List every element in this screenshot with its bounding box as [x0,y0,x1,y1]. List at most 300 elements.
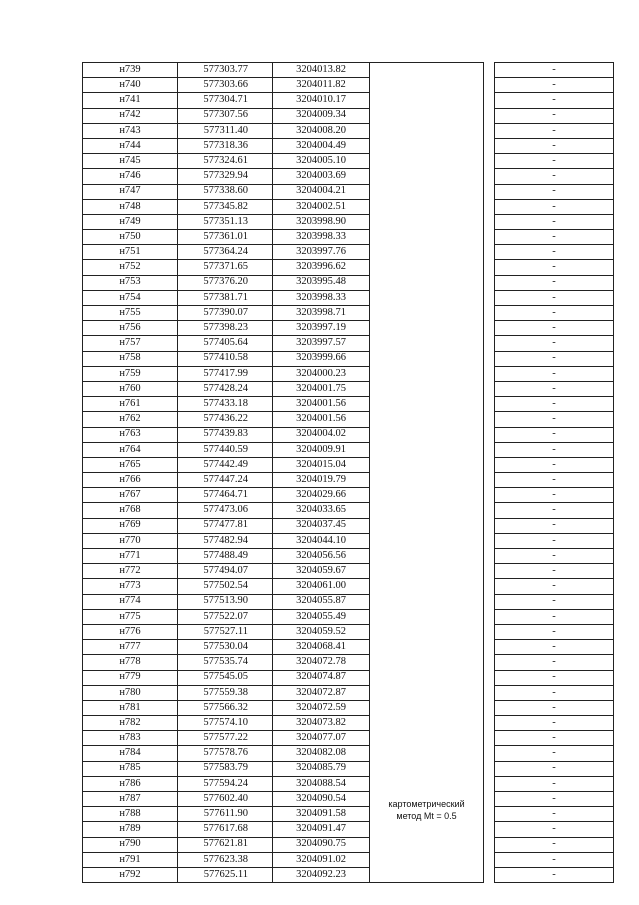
method-cell [370,260,484,275]
x-coordinate-cell: 577473.06 [178,503,273,518]
y-coordinate-cell: 3204001.75 [273,381,370,396]
column-gap [484,63,495,78]
method-cell [370,306,484,321]
table-row [83,93,614,108]
point-number-cell: н763 [83,427,178,442]
method-note-line-2: метод Mt = 0.5 [396,811,457,821]
column-gap [484,366,495,381]
table-row [83,184,614,199]
column-gap [484,108,495,123]
column-gap [484,442,495,457]
method-cell [370,381,484,396]
point-number-cell: н778 [83,655,178,670]
x-coordinate-cell: 577545.05 [178,670,273,685]
table-row [83,290,614,305]
x-coordinate-cell: 577428.24 [178,381,273,396]
x-coordinate-cell: 577447.24 [178,473,273,488]
x-coordinate-cell: 577329.94 [178,169,273,184]
point-number-cell: н791 [83,852,178,867]
table-row [83,792,614,807]
table-row [83,442,614,457]
dash-cell: - [495,275,614,290]
x-coordinate-cell: 577477.81 [178,518,273,533]
method-cell [370,93,484,108]
dash-cell: - [495,93,614,108]
point-number-cell: н783 [83,731,178,746]
column-gap [484,716,495,731]
x-coordinate-cell: 577482.94 [178,533,273,548]
method-cell [370,154,484,169]
x-coordinate-cell: 577433.18 [178,397,273,412]
column-gap [484,306,495,321]
method-cell [370,685,484,700]
method-cell [370,336,484,351]
dash-cell: - [495,594,614,609]
dash-cell: - [495,412,614,427]
x-coordinate-cell: 577381.71 [178,290,273,305]
point-number-cell: н780 [83,685,178,700]
table-row [83,351,614,366]
y-coordinate-cell: 3204061.00 [273,579,370,594]
point-number-cell: н746 [83,169,178,184]
point-number-cell: н757 [83,336,178,351]
column-gap [484,184,495,199]
x-coordinate-cell: 577303.77 [178,63,273,78]
table-row [83,473,614,488]
x-coordinate-cell: 577488.49 [178,549,273,564]
dash-cell: - [495,640,614,655]
table-row [83,169,614,184]
table-row [83,457,614,472]
x-coordinate-cell: 577307.56 [178,108,273,123]
method-cell [370,63,484,78]
table-row [83,731,614,746]
point-number-cell: н777 [83,640,178,655]
point-number-cell: н782 [83,716,178,731]
point-number-cell: н785 [83,761,178,776]
column-gap [484,351,495,366]
dash-cell: - [495,624,614,639]
dash-cell: - [495,564,614,579]
dash-cell: - [495,245,614,260]
y-coordinate-cell: 3203999.66 [273,351,370,366]
y-coordinate-cell: 3204072.87 [273,685,370,700]
y-coordinate-cell: 3204033.65 [273,503,370,518]
table-row [83,503,614,518]
point-number-cell: н787 [83,792,178,807]
table-row [83,867,614,882]
point-number-cell: н758 [83,351,178,366]
table-row [83,154,614,169]
x-coordinate-cell: 577623.38 [178,852,273,867]
y-coordinate-cell: 3204002.51 [273,199,370,214]
column-gap [484,290,495,305]
column-gap [484,655,495,670]
table-row [83,685,614,700]
column-gap [484,594,495,609]
x-coordinate-cell: 577398.23 [178,321,273,336]
point-number-cell: н748 [83,199,178,214]
method-cell [370,78,484,93]
x-coordinate-cell: 577417.99 [178,366,273,381]
y-coordinate-cell: 3204068.41 [273,640,370,655]
column-gap [484,533,495,548]
point-number-cell: н743 [83,123,178,138]
y-coordinate-cell: 3204056.56 [273,549,370,564]
coordinates-table-body [83,63,614,883]
method-cell [370,549,484,564]
table-row [83,260,614,275]
x-coordinate-cell: 577577.22 [178,731,273,746]
table-row [83,397,614,412]
x-coordinate-cell: 577304.71 [178,93,273,108]
y-coordinate-cell: 3204001.56 [273,412,370,427]
column-gap [484,518,495,533]
column-gap [484,230,495,245]
method-cell [370,640,484,655]
x-coordinate-cell: 577625.11 [178,867,273,882]
column-gap [484,731,495,746]
method-cell [370,108,484,123]
y-coordinate-cell: 3203998.71 [273,306,370,321]
point-number-cell: н789 [83,822,178,837]
dash-cell: - [495,700,614,715]
y-coordinate-cell: 3203995.48 [273,275,370,290]
dash-cell: - [495,867,614,882]
column-gap [484,138,495,153]
point-number-cell: н749 [83,214,178,229]
dash-cell: - [495,427,614,442]
dash-cell: - [495,260,614,275]
point-number-cell: н750 [83,230,178,245]
coordinates-table [82,62,614,883]
method-cell [370,275,484,290]
method-cell [370,412,484,427]
x-coordinate-cell: 577405.64 [178,336,273,351]
column-gap [484,624,495,639]
x-coordinate-cell: 577439.83 [178,427,273,442]
table-row [83,624,614,639]
table-row [83,412,614,427]
dash-cell: - [495,473,614,488]
table-row [83,579,614,594]
dash-cell: - [495,488,614,503]
dash-cell: - [495,351,614,366]
y-coordinate-cell: 3204085.79 [273,761,370,776]
dash-cell: - [495,381,614,396]
point-number-cell: н775 [83,609,178,624]
x-coordinate-cell: 577602.40 [178,792,273,807]
method-cell [370,564,484,579]
y-coordinate-cell: 3204004.21 [273,184,370,199]
x-coordinate-cell: 577559.38 [178,685,273,700]
dash-cell: - [495,169,614,184]
y-coordinate-cell: 3204004.49 [273,138,370,153]
table-row [83,427,614,442]
method-cell [370,716,484,731]
y-coordinate-cell: 3204072.78 [273,655,370,670]
column-gap [484,245,495,260]
table-row [83,230,614,245]
method-cell [370,123,484,138]
y-coordinate-cell: 3204091.02 [273,852,370,867]
point-number-cell: н756 [83,321,178,336]
table-row [83,837,614,852]
dash-cell: - [495,731,614,746]
point-number-cell: н754 [83,290,178,305]
point-number-cell: н779 [83,670,178,685]
column-gap [484,822,495,837]
y-coordinate-cell: 3204059.52 [273,624,370,639]
point-number-cell: н773 [83,579,178,594]
y-coordinate-cell: 3204010.17 [273,93,370,108]
point-number-cell: н744 [83,138,178,153]
dash-cell: - [495,321,614,336]
point-number-cell: н762 [83,412,178,427]
column-gap [484,670,495,685]
table-row [83,761,614,776]
dash-cell: - [495,655,614,670]
column-gap [484,564,495,579]
y-coordinate-cell: 3203998.33 [273,290,370,305]
point-number-cell: н772 [83,564,178,579]
table-row [83,594,614,609]
table-row [83,78,614,93]
point-number-cell: н771 [83,549,178,564]
column-gap [484,336,495,351]
y-coordinate-cell: 3203997.76 [273,245,370,260]
y-coordinate-cell: 3204011.82 [273,78,370,93]
dash-cell: - [495,746,614,761]
column-gap [484,473,495,488]
dash-cell: - [495,78,614,93]
method-cell [370,397,484,412]
column-gap [484,685,495,700]
method-cell [370,867,484,882]
column-gap [484,275,495,290]
column-gap [484,214,495,229]
table-row [83,123,614,138]
table-row [83,366,614,381]
y-coordinate-cell: 3203998.90 [273,214,370,229]
point-number-cell: н766 [83,473,178,488]
method-cell [370,442,484,457]
x-coordinate-cell: 577535.74 [178,655,273,670]
y-coordinate-cell: 3203998.33 [273,230,370,245]
table-row [83,564,614,579]
dash-cell: - [495,366,614,381]
table-row [83,138,614,153]
dash-cell: - [495,807,614,822]
table-row [83,700,614,715]
point-number-cell: н786 [83,776,178,791]
x-coordinate-cell: 577527.11 [178,624,273,639]
method-cell [370,670,484,685]
point-number-cell: н769 [83,518,178,533]
y-coordinate-cell: 3203997.19 [273,321,370,336]
column-gap [484,549,495,564]
method-cell [370,624,484,639]
x-coordinate-cell: 577318.36 [178,138,273,153]
x-coordinate-cell: 577361.01 [178,230,273,245]
y-coordinate-cell: 3204074.87 [273,670,370,685]
table-row [83,852,614,867]
column-gap [484,78,495,93]
column-gap [484,807,495,822]
y-coordinate-cell: 3204000.23 [273,366,370,381]
table-row [83,549,614,564]
column-gap [484,837,495,852]
dash-cell: - [495,792,614,807]
method-cell [370,290,484,305]
x-coordinate-cell: 577345.82 [178,199,273,214]
method-cell [370,184,484,199]
column-gap [484,700,495,715]
dash-cell: - [495,670,614,685]
y-coordinate-cell: 3203997.57 [273,336,370,351]
dash-cell: - [495,549,614,564]
point-number-cell: н781 [83,700,178,715]
dash-cell: - [495,852,614,867]
column-gap [484,867,495,882]
dash-cell: - [495,518,614,533]
x-coordinate-cell: 577464.71 [178,488,273,503]
dash-cell: - [495,837,614,852]
dash-cell: - [495,761,614,776]
table-row [83,336,614,351]
y-coordinate-cell: 3204001.56 [273,397,370,412]
point-number-cell: н764 [83,442,178,457]
x-coordinate-cell: 577578.76 [178,746,273,761]
point-number-cell: н761 [83,397,178,412]
method-note-line-1: картометрический [388,799,465,809]
x-coordinate-cell: 577376.20 [178,275,273,290]
point-number-cell: н765 [83,457,178,472]
y-coordinate-cell: 3204059.67 [273,564,370,579]
table-row [83,214,614,229]
y-coordinate-cell: 3204009.34 [273,108,370,123]
method-cell [370,579,484,594]
dash-cell: - [495,533,614,548]
method-cell [370,852,484,867]
x-coordinate-cell: 577611.90 [178,807,273,822]
point-number-cell: н790 [83,837,178,852]
x-coordinate-cell: 577494.07 [178,564,273,579]
method-cell [370,503,484,518]
method-cell [370,609,484,624]
point-number-cell: н784 [83,746,178,761]
x-coordinate-cell: 577436.22 [178,412,273,427]
point-number-cell: н753 [83,275,178,290]
x-coordinate-cell: 577502.54 [178,579,273,594]
y-coordinate-cell: 3204092.23 [273,867,370,882]
dash-cell: - [495,716,614,731]
x-coordinate-cell: 577530.04 [178,640,273,655]
method-cell [370,655,484,670]
method-cell [370,776,484,791]
y-coordinate-cell: 3204019.79 [273,473,370,488]
x-coordinate-cell: 577574.10 [178,716,273,731]
x-coordinate-cell: 577390.07 [178,306,273,321]
column-gap [484,488,495,503]
point-number-cell: н760 [83,381,178,396]
y-coordinate-cell: 3204008.20 [273,123,370,138]
table-row [83,381,614,396]
y-coordinate-cell: 3204082.08 [273,746,370,761]
x-coordinate-cell: 577617.68 [178,822,273,837]
table-row [83,807,614,822]
y-coordinate-cell: 3204073.82 [273,716,370,731]
column-gap [484,154,495,169]
method-cell [370,473,484,488]
table-row [83,245,614,260]
y-coordinate-cell: 3204090.75 [273,837,370,852]
column-gap [484,503,495,518]
y-coordinate-cell: 3204077.07 [273,731,370,746]
table-row [83,776,614,791]
point-number-cell: н788 [83,807,178,822]
table-row [83,746,614,761]
dash-cell: - [495,442,614,457]
method-cell [370,488,484,503]
y-coordinate-cell: 3204091.47 [273,822,370,837]
method-cell [370,457,484,472]
method-cell [370,533,484,548]
method-cell [370,822,484,837]
column-gap [484,746,495,761]
method-cell [370,700,484,715]
table-row [83,640,614,655]
dash-cell: - [495,154,614,169]
table-row [83,716,614,731]
column-gap [484,761,495,776]
y-coordinate-cell: 3204029.66 [273,488,370,503]
y-coordinate-cell: 3204013.82 [273,63,370,78]
x-coordinate-cell: 577410.58 [178,351,273,366]
dash-cell: - [495,199,614,214]
x-coordinate-cell: 577621.81 [178,837,273,852]
y-coordinate-cell: 3204044.10 [273,533,370,548]
x-coordinate-cell: 577324.61 [178,154,273,169]
column-gap [484,427,495,442]
column-gap [484,609,495,624]
dash-cell: - [495,503,614,518]
column-gap [484,792,495,807]
table-row [83,199,614,214]
column-gap [484,260,495,275]
table-row [83,306,614,321]
method-cell [370,321,484,336]
column-gap [484,579,495,594]
point-number-cell: н774 [83,594,178,609]
table-row [83,670,614,685]
y-coordinate-cell: 3204003.69 [273,169,370,184]
dash-cell: - [495,336,614,351]
dash-cell: - [495,290,614,305]
y-coordinate-cell: 3204037.45 [273,518,370,533]
table-row [83,655,614,670]
table-row [83,488,614,503]
x-coordinate-cell: 577522.07 [178,609,273,624]
column-gap [484,640,495,655]
table-row [83,63,614,78]
method-cell [370,427,484,442]
point-number-cell: н767 [83,488,178,503]
x-coordinate-cell: 577566.32 [178,700,273,715]
table-row [83,533,614,548]
method-cell [370,731,484,746]
x-coordinate-cell: 577364.24 [178,245,273,260]
